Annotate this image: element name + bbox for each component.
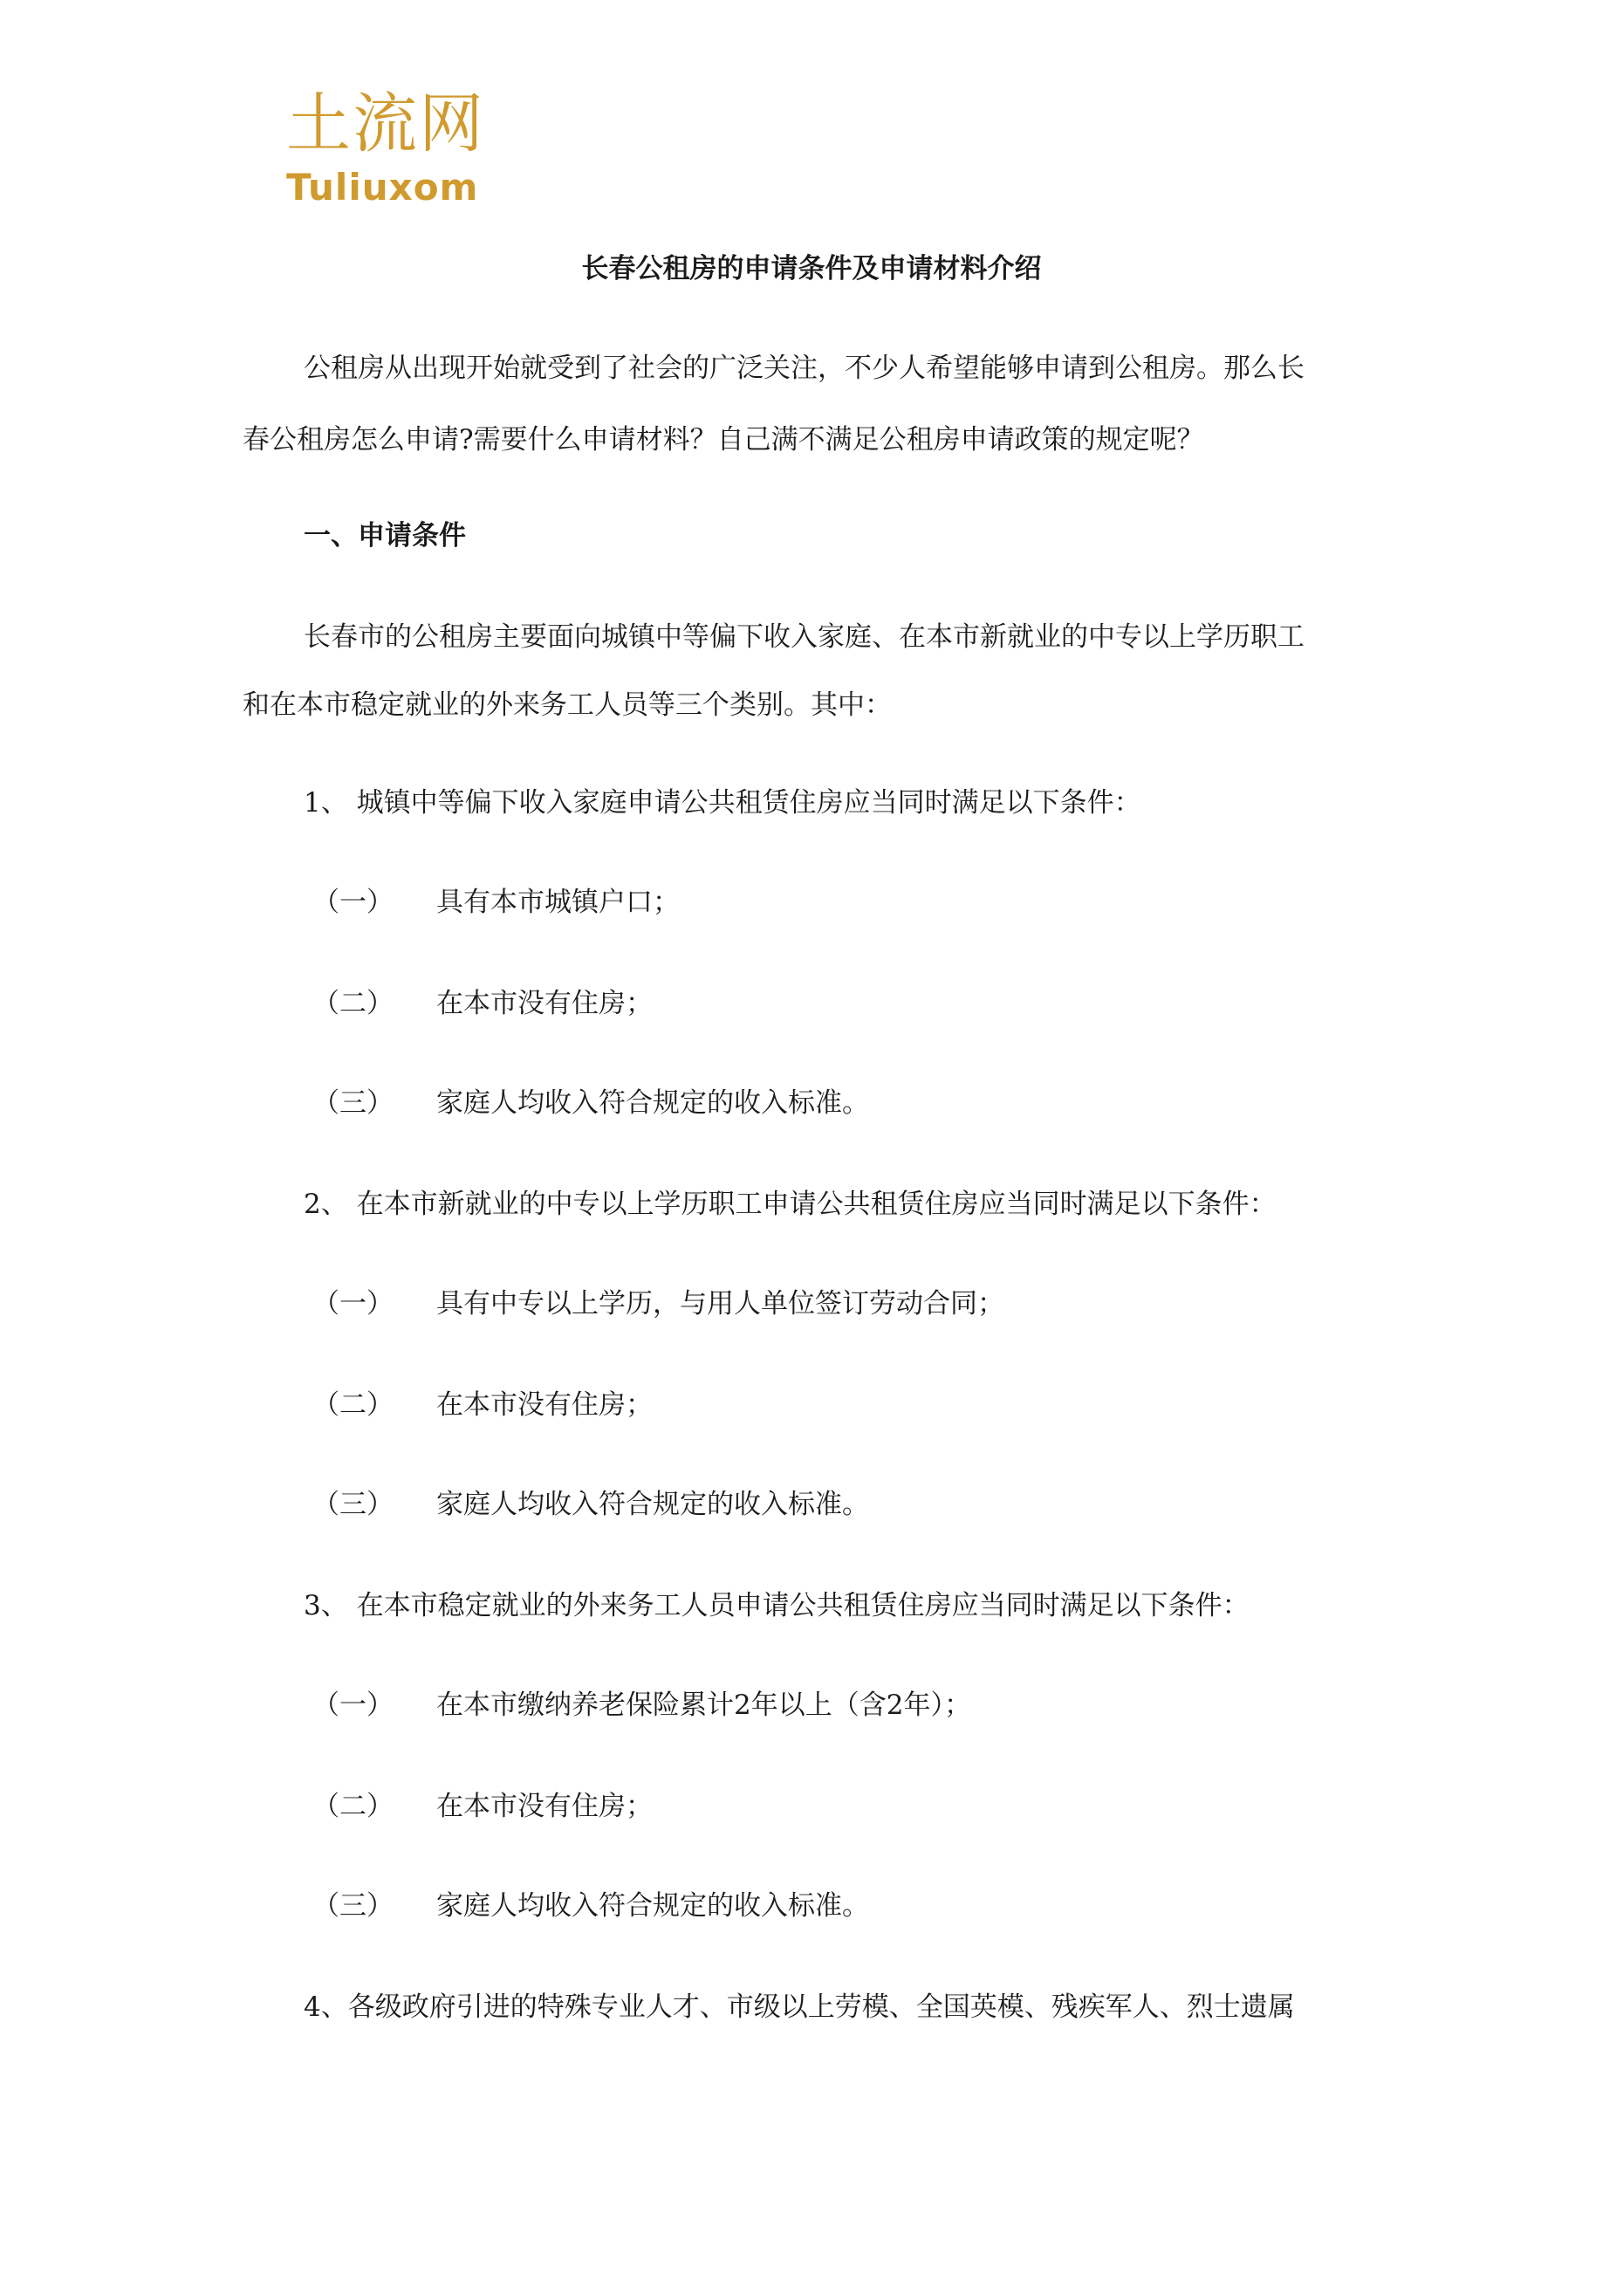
- item-marker: （一）: [312, 1288, 394, 1319]
- intro-line-1: 公租房从出现开始就受到了社会的广泛关注，不少人希望能够申请到公租房。那么长: [304, 353, 1305, 384]
- section-desc-line-1: 长春市的公租房主要面向城镇中等偏下收入家庭、在本市新就业的中专以上学历职工: [304, 621, 1305, 653]
- item-text: 家庭人均收入符合规定的收入标准。: [436, 1087, 869, 1119]
- item-marker: （二）: [312, 988, 394, 1019]
- condition-2-item: [312, 1487, 869, 1522]
- condition-3-title: 3、 在本市稳定就业的外来务工人员申请公共租赁住房应当同时满足以下条件：: [304, 1590, 1250, 1621]
- condition-1-item: [312, 1086, 869, 1121]
- document-title: 长春公租房的申请条件及申请材料介绍: [581, 253, 1042, 284]
- item-text: 具有中专以上学历，与用人单位签订劳动合同；: [436, 1288, 1004, 1319]
- item-marker: （三）: [312, 1087, 394, 1119]
- item-text: 在本市没有住房；: [436, 1389, 653, 1421]
- item-marker: （一）: [312, 887, 394, 918]
- item-text: 具有本市城镇户口；: [436, 887, 680, 918]
- item-marker: （二）: [312, 1791, 394, 1822]
- item-text: 在本市没有住房；: [436, 988, 653, 1019]
- condition-2-item: [312, 1388, 653, 1422]
- condition-3-item: [312, 1888, 869, 1923]
- logo-english-text: Tuliuxom: [286, 166, 479, 209]
- item-marker: （一）: [312, 1689, 394, 1721]
- condition-3-item: [312, 1789, 653, 1824]
- condition-1-item: [312, 885, 680, 920]
- condition-4-title: 4、各级政府引进的特殊专业人才、市级以上劳模、全国英模、残疾军人、烈士遗属: [304, 1991, 1295, 2023]
- item-text: 在本市缴纳养老保险累计2年以上（含2年）；: [436, 1689, 971, 1721]
- condition-2-item: [312, 1286, 1004, 1321]
- item-text: 家庭人均收入符合规定的收入标准。: [436, 1890, 869, 1922]
- logo: [286, 86, 496, 209]
- section-heading: 一、申请条件: [304, 520, 466, 552]
- logo-chinese-text: 土流网: [286, 86, 485, 161]
- item-text: 家庭人均收入符合规定的收入标准。: [436, 1489, 869, 1520]
- item-marker: （三）: [312, 1890, 394, 1922]
- condition-1-item: [312, 986, 653, 1021]
- condition-2-title: 2、 在本市新就业的中专以上学历职工申请公共租赁住房应当同时满足以下条件：: [304, 1189, 1277, 1220]
- condition-3-item: [312, 1688, 971, 1723]
- condition-1-title: 1、 城镇中等偏下收入家庭申请公共租赁住房应当同时满足以下条件：: [304, 787, 1141, 819]
- section-desc-line-2: 和在本市稳定就业的外来务工人员等三个类别。其中：: [243, 689, 892, 721]
- item-text: 在本市没有住房；: [436, 1791, 653, 1822]
- item-marker: （二）: [312, 1389, 394, 1421]
- intro-line-2: 春公租房怎么申请?需要什么申请材料？自己满不满足公租房申请政策的规定呢？: [243, 424, 1204, 456]
- item-marker: （三）: [312, 1489, 394, 1520]
